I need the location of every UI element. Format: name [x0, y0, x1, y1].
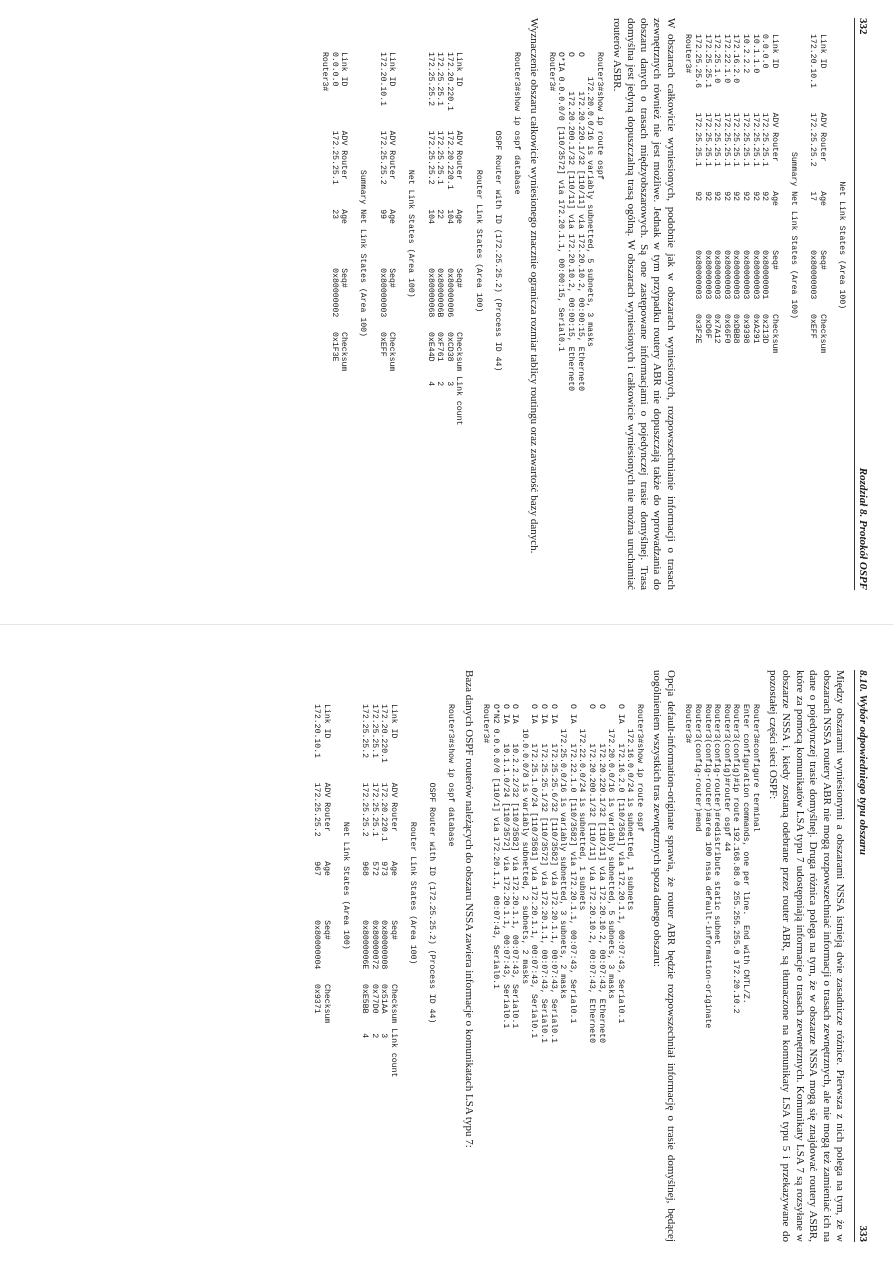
page-gutter [0, 624, 893, 625]
right-paragraph-default-information: Opcja default-information-originate sprawia, że router ABR będzie rozpowszechniał informację o trasie domyślnej, będącej uogólnieniem wszystkich tras zewnętrznych spoza danego obszaru: [651, 670, 677, 1242]
left-paragraph-totally-stubby: W obszarach całkowicie wyniesionych, podobnie jak w obszarach wyniesionych, rozpowszechnianie informacji o trasach zewnętrznych również nie jest możliwe. Jednak w tym przypadku routery ABR nie dopuszczają także do wprowadzania do obszaru danych o trasach międzyobszarowych. Są one zastępowane informacjami o pojedynczej trasie domyślnej. Trasa domyślna jest jedyną dopuszczalną trasą ogólną. W obszarach wyniesionych i całkowicie wyniesionych nie można uruchamiać routerów ASBR. [611, 18, 677, 590]
right-paragraph-nssa-differences: Między obszarami wyniesionymi a obszarami NSSA istnieją dwie zasadnicze różnice. Pierwsza z nich polega na tym, że w obszarach NSSA routery ABR nie mogą rozpowszechniać informacji o trasach zewnętrznych, ale nie mogą też zamieniać ich na dane o pojedynczej trasie domyślnej. Druga różnica polega na tym, że w obszarze NSSA mogą się znajdować routery ASBR, które za pomocą komunikatów LSA typu 7 udostępniają informacje o trasach zewnętrznych. Komunikaty LSA 7 są rozsyłane w obszarze NSSA i, kiedy zostaną odebrane przez router ABR, są tłumaczone na komunikaty LSA typu 5 i przekazywane do pozostałej części sieci OSPF: [766, 670, 846, 1242]
ospf-database-listing: Router3#show ip ospf database OSPF Router with ID (172.25.25.2) (Process ID 44) Router Link States (Area 100) Link ID ADV Router Age Seq# Checksum Link count 172.20.220.1 172.20.220.1 104 0x80000006 0xCD38 3 172.25.25.1 172.25.25.1 22 0x8000006B 0xF761 2 172.25.25.2 172.25.25.2 104 0x80000068 0xE44D 4 Net Link States (Area 100) Link ID ADV Router Age Seq# Checksum 172.20.10.1 172.25.25.2 99 0x80000003 0xEFF Summary Net Link States (Area 100) Link ID ADV Router Age Seq# Checksum 0.0.0.0 172.25.25.1 23 0x80000002 0x1F3E Router3# [320, 52, 521, 426]
nssa-database-listing: Router3#show ip ospf database OSPF Router with ID (172.25.25.2) (Process ID 44) Router Link States (Area 100) Link ID ADV Router Age Seq# Checksum Link count 172.20.220.1 172.20.220.1 973 0x80000008 0x51AA 3 172.25.25.1 172.25.25.1 572 0x80000072 0x77D0 2 172.25.25.2 172.25.25.2 968 0x8000006E 0xE5BB 4 Net Link States (Area 100) Link ID ADV Router Age Seq# Checksum 172.20.10.1 172.25.25.2 967 0x80000004 0x9371 [312, 704, 456, 1078]
right-page-header [854, 670, 869, 1242]
left-running-head: Rozdział 8. Protokół OSPF [857, 467, 869, 590]
show-ip-route-listing: Router3#show ip route ospf 172.20.0.0/16 is variably subnetted, 5 subnets, 3 masks O 172.20.220.1/32 [110/11] via 172.20.10.2, 00:00:15, Ethernet0 O 172.20.200.1/32 [110/11] via 172.20.10.2, 00:00:15, Ethernet0 O*IA 0.0.0.0/0 [110/3572] via 172.20.1.1, 00:00:15, Serial0.1 Router3# [546, 52, 604, 392]
right-page-number: 333 [857, 1225, 869, 1242]
left-paragraph-routing-table: Wyznaczenie obszaru całkowicie wyniesionego znacznie ogranicza rozmiar tablicy routingu oraz zawartość bazy danych. [528, 18, 541, 554]
right-page [0, 640, 893, 1260]
left-page [0, 0, 893, 620]
nssa-route-listing: Router3#show ip route ospf 172.16.0.0/24 is subnetted, 1 subnets O IA 172.16.2.0 [110/3581] via 172.20.1.1, 00:07:43, Serial0.1 172.20.0.0/16 is variably subnetted, 5 subnets, 3 masks O 172.20.220.1/32 [110/11] via 172.20.10.2, 00:07:43, Ethernet0 O 172.20.200.1/32 [110/11] via 172.20.10.2, 00:07:43, Ethernet0 172.22.0.0/24 is subnetted, 1 subnets O IA 172.22.1.0 [110/3582] via 172.20.1.1, 00:07:43, Serial0.1 172.25.0.0/16 is variably subnetted, 3 subnets, 2 masks O IA 172.25.25.6/32 [110/3582] via 172.20.1.1, 00:07:43, Serial0.1 O IA 172.25.25.1/32 [110/3572] via 172.20.1.1, 00:07:43, Serial0.1 O IA 172.25.1.0/24 [110/3581] via 172.20.1.1, 00:07:43, Serial0.1 10.0.0.0/8 is variably subnetted, 2 subnets, 2 masks O IA 10.2.2.2/32 [110/3582] via 172.20.1.1, 00:07:43, Serial0.1 O IA 10.1.1.0/24 [110/3572] via 172.20.1.1, 00:07:43, Serial0.1 O*N2 0.0.0.0/0 [110/1] via 172.20.1.1, 00:07:43, Serial0.1 Router3# [481, 704, 644, 1044]
right-running-head: 8.10. Wybór odpowiedniego typu obszaru [857, 670, 869, 855]
left-page-number: 332 [857, 18, 869, 35]
left-page-header [854, 18, 869, 590]
net-link-states-listing: Net Link States (Area 100) Link ID ADV Router Age Seq# Checksum 172.20.10.1 172.25.25.2 17 0x80000003 0xEFF Summary Net Link States (Area 100) Link ID ADV Router Age Seq# Checksum 0.0.0.0 172.25.25.1 92 0x80000001 0x213D 10.1.1.0 172.25.25.1 92 0x80000003 0xA291 10.2.2.2 172.25.25.1 92 0x80000003 0x9398 172.16.2.0 172.25.25.1 92 0x80000003 0xDBB8 172.22.1.0 172.25.25.1 92 0x80000003 0x66F0 172.25.1.0 172.25.25.1 92 0x80000003 0x7A12 172.25.25.1 172.25.25.1 92 0x80000003 0xD6F 172.25.25.6 172.25.25.1 92 0x80000003 0x3F2E Router3# [683, 34, 846, 354]
configure-terminal-listing: Router3#configure terminal Enter configuration commands, one per line. End with CNTL/Z. Router3(config)#ip route 192.168.88.0 255.255.255.0 172.20.10.2 Router3(config)#router ospf 44 Router3(config-router)#redistribute static subnet Router3(config-router)#area 100 nssa default-information-originate Router3(config-router)#end Router3# [683, 704, 760, 1029]
right-paragraph-lsa7: Baza danych OSPF routerów należących do obszaru NSSA zawiera informacje o komunikatach LSA typu 7: [462, 670, 475, 1148]
